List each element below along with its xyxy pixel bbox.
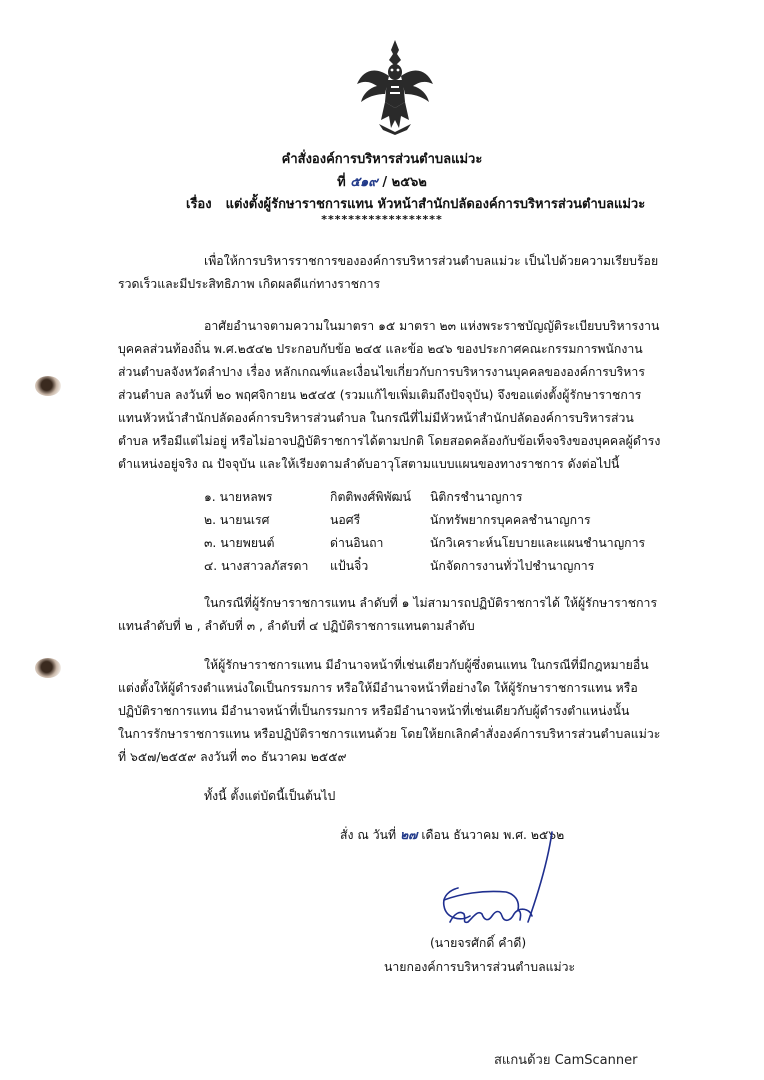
paragraph-line: ตำแหน่งอยู่จริง ณ ปัจจุบัน และให้เรียงตามลำดับอาวุโสตามแบบแผนของทางราชการ ดังต่อไปนี้ [118,457,620,471]
signer-name: (นายจรศักดิ์ คำดี) [430,936,527,950]
subject-text: แต่งตั้งผู้รักษาราชการแทน หัวหน้าสำนักปลัดองค์การบริหารส่วนตำบลแม่วะ [225,197,646,212]
paragraph-line: แทนลำดับที่ ๒ , ลำดับที่ ๓ , ลำดับที่ ๔ ปฏิบัติราชการแทนตามลำดับ [118,619,475,633]
appointee-position: นักวิเคราะห์นโยบายและแผนชำนาญการ [430,536,646,550]
paragraph-order-of-substitution [118,592,673,638]
paragraph-line: รวดเร็วและมีประสิทธิภาพ เกิดผลดีแก่ทางราชการ [118,277,381,291]
appointee-surname: ด่านอินถา [330,536,384,550]
order-title: คำสั่งองค์การบริหารส่วนตำบลแม่วะ [281,152,483,167]
appointee-name: ๓. นายพยนต์ [204,536,275,550]
appointee-position: นักจัดการงานทั่วไปชำนาญการ [430,559,595,573]
subject-line [186,193,645,214]
appointee-row [204,509,645,532]
paragraph-line: ในการรักษาราชการแทน หรือปฏิบัติราชการแทนด้วย โดยให้ยกเลิกคำสั่งองค์การบริหารส่วนตำบลแม่วะ [118,727,661,741]
paragraph-effective [118,785,673,808]
scanner-watermark: สแกนด้วย CamScanner [494,1053,638,1068]
paragraph-line: ส่วนตำบลจังหวัดลำปาง เรื่อง หลักเกณฑ์และเงื่อนไขเกี่ยวกับการบริหารงานบุคคลขององค์การบริหาร [118,365,645,379]
paragraph-powers [118,654,673,769]
paragraph-line: ตำบล หรือมีแต่ไม่อยู่ หรือไม่อาจปฏิบัติราชการได้ตามปกติ โดยสอดคล้องกับข้อเท็จจริงของบุคคลผู้ดำรง [118,434,661,448]
paragraph-line: เพื่อให้การบริหารราชการขององค์การบริหารส่วนตำบลแม่วะ เป็นไปด้วยความเรียบร้อย [204,254,659,268]
separator-stars: ****************** [321,213,443,226]
paragraph-authority [118,315,673,476]
paragraph-purpose [118,250,673,296]
paragraph-line: แทนหัวหน้าสำนักปลัดองค์การบริหารส่วนตำบล ในกรณีที่ไม่มีหัวหน้าสำนักปลัดองค์การบริหารส่วน [118,411,634,425]
order-number [0,171,764,192]
appointee-surname: แป้นจิ๋ว [330,559,369,573]
appointee-name: ๑. นายหลพร [204,490,273,504]
appointee-name: ๒. นายนเรศ [204,513,270,527]
appointee-row [204,555,645,578]
paragraph-line: ที่ ๖๕๗/๒๕๕๙ ลงวันที่ ๓๐ ธันวาคม ๒๕๕๙ [118,750,347,764]
punch-hole [35,376,61,396]
subject-label: เรื่อง [186,197,212,212]
appointee-list [204,486,645,578]
paragraph-line: แต่งตั้งให้ผู้ดำรงตำแหน่งใดเป็นกรรมการ หรือให้มีอำนาจหน้าที่อย่างใด ให้ผู้รักษาราชการแทน หรือ [118,681,638,695]
appointee-row [204,486,645,509]
appointee-name: ๔. นางสาวลภัสรดา [204,559,309,573]
paragraph-line: อาศัยอำนาจตามความในมาตรา ๑๕ มาตรา ๒๓ แห่งพระราชบัญญัติระเบียบบริหารงาน [204,319,660,333]
appointee-surname: กิตติพงศ์พิพัฒน์ [330,490,412,504]
handwritten-signature-icon [430,830,570,940]
date-day-handwritten: ๒๗ [400,827,418,842]
paragraph-line: ในกรณีที่ผู้รักษาราชการแทน ลำดับที่ ๑ ไม่สามารถปฏิบัติราชการได้ ให้ผู้รักษาราชการ [204,596,658,610]
signer-title: นายกองค์การบริหารส่วนตำบลแม่วะ [384,960,576,974]
order-number-year: / ๒๕๖๒ [382,175,427,190]
appointee-surname: นอศรี [330,513,361,527]
appointee-position: นิติกรชำนาญการ [430,490,523,504]
paragraph-line: บุคคลส่วนท้องถิ่น พ.ศ.๒๕๔๒ ประกอบกับข้อ ๒๔๕ และข้อ ๒๔๖ ของประกาศคณะกรรมการพนักงาน [118,342,643,356]
date-prefix: สั่ง ณ วันที่ [340,828,397,842]
date-suffix: เดือน ธันวาคม พ.ศ. ๒๕๖๒ [421,828,565,842]
paragraph-line: ปฏิบัติราชการแทน มีอำนาจหน้าที่เป็นกรรมการ หรือมีอำนาจหน้าที่เช่นเดียวกับผู้ดำรงตำแหน่งนั้น [118,704,630,718]
order-number-prefix: ที่ [337,175,346,190]
paragraph-line: ทั้งนี้ ตั้งแต่บัดนี้เป็นต้นไป [204,789,336,803]
paragraph-line: ส่วนตำบล ลงวันที่ ๒๐ พฤศจิกายน ๒๕๔๕ (รวมแก้ไขเพิ่มเติมถึงปัจจุบัน) จึงขอแต่งตั้งผู้รักษาราชการ [118,388,642,402]
order-number-handwritten: ๕๑๙ [350,175,378,190]
appointee-position: นักทรัพยากรบุคคลชำนาญการ [430,513,591,527]
paragraph-line: ให้ผู้รักษาราชการแทน มีอำนาจหน้าที่เช่นเดียวกับผู้ซึ่งตนแทน ในกรณีที่มีกฎหมายอื่น [204,658,649,672]
punch-hole [35,658,61,678]
appointee-row [204,532,645,555]
garuda-emblem-icon [355,36,435,136]
